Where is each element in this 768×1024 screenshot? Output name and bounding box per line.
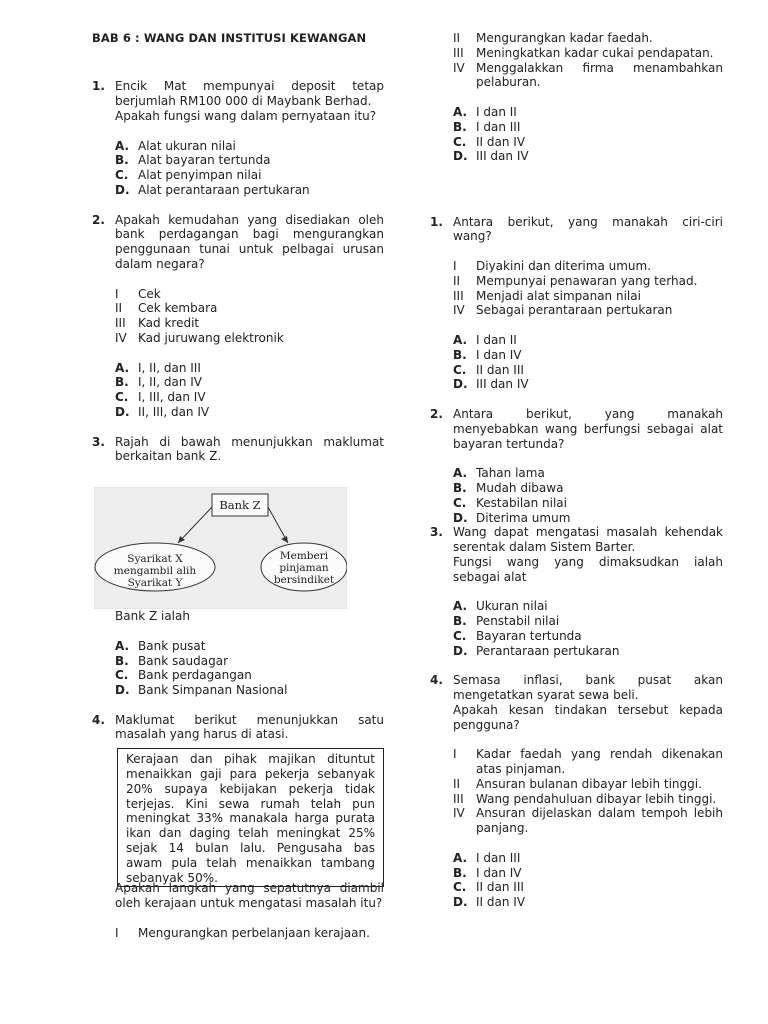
question-right-2: [430, 407, 723, 525]
statement-item: III Kad kredit: [115, 316, 200, 331]
diagram-bank-z-label: Bank Z: [219, 498, 261, 513]
question-left-3-options: [92, 609, 384, 698]
info-box: Kerajaan dan pihak majikan dituntut menaikkan gaji para pekerja sebanyak 20% supaya kebijakan pekerja tidak terjejas. Kini sewa rumah telah pun meningkat 33% manakala harga purata ikan dan daging telah meningkat 25% sejak 14 bulan lalu. Pengusaha bas awam pula telah menaikkan tambang sebanyak 50%.: [117, 748, 384, 887]
option-a[interactable]: A. Bank pusat: [115, 638, 206, 653]
question-stem: Antara berikut, yang manakah menyebabkan wang berfungsi sebagai alat bayaran tertunda?: [453, 406, 723, 451]
statement-item: IV Sebagai perantaraan pertukaran: [453, 303, 673, 318]
statement-item: IV Kad juruwang elektronik: [115, 330, 284, 345]
statement-item: IV Menggalakkan firma menambahkan pelaburan.: [453, 60, 723, 90]
option-d[interactable]: D. Alat perantaraan pertukaran: [115, 182, 310, 197]
option-a[interactable]: A. I, II, dan III: [115, 360, 201, 375]
option-c[interactable]: C. Alat penyimpan nilai: [115, 168, 262, 183]
statement-item: IV Ansuran dijelaskan dalam tempoh lebih panjang.: [453, 806, 723, 836]
diagram-left-line-1: Syarikat X: [127, 553, 183, 566]
question-number: 2.: [430, 406, 443, 421]
option-c[interactable]: C. Bank perdagangan: [115, 668, 252, 683]
question-left-3: [92, 435, 384, 465]
diagram-left-line-2: mengambil alih: [113, 565, 197, 578]
bank-z-diagram: [94, 487, 347, 609]
diagram-caption: Bank Z ialah: [115, 609, 190, 624]
question-stem: Semasa inflasi, bank pusat akan mengetatkan syarat sewa beli.: [453, 673, 723, 703]
statement-item: I Kadar faedah yang rendah dikenakan atas pinjaman.: [453, 747, 723, 777]
diagram-right-line-1: Memberi: [279, 550, 329, 563]
question-left-4: [92, 713, 384, 941]
option-b[interactable]: B. I dan III: [453, 119, 521, 134]
question-number: 3.: [430, 525, 443, 540]
option-b[interactable]: B. Bank saudagar: [115, 653, 229, 668]
option-c[interactable]: C. II dan IV: [453, 134, 526, 149]
page-title: BAB 6 : WANG DAN INSTITUSI KEWANGAN: [92, 31, 367, 45]
option-d[interactable]: D. III dan IV: [453, 377, 529, 392]
diagram-right-line-3: bersindiket: [273, 574, 335, 587]
option-a[interactable]: A. I dan II: [453, 332, 517, 347]
statement-item: II Mengurangkan kadar faedah.: [453, 31, 653, 45]
question-stem-2: Apakah fungsi wang dalam pernyataan itu?: [115, 108, 377, 123]
option-a[interactable]: A. Tahan lama: [453, 466, 545, 481]
diagram-left-line-3: Syarikat Y: [127, 577, 183, 590]
option-b[interactable]: B. Mudah dibawa: [453, 480, 564, 495]
option-d[interactable]: D. Perantaraan pertukaran: [453, 643, 620, 658]
question-stem: Rajah di bawah menunjukkan maklumat berkaitan bank Z.: [115, 434, 384, 464]
question-stem: Maklumat berikut menunjukkan satu masalah yang harus di atasi.: [115, 712, 384, 742]
statement-item: II Cek kembara: [115, 301, 218, 316]
statement-item: I Cek: [115, 286, 161, 301]
question-left-2: [92, 213, 384, 420]
option-d[interactable]: D. Bank Simpanan Nasional: [115, 683, 288, 698]
question-left-1: [92, 79, 384, 197]
question-stem-2: Fungsi wang yang dimaksudkan ialah sebagai alat: [453, 554, 723, 584]
option-b[interactable]: B. Alat bayaran tertunda: [115, 153, 271, 168]
statement-item: II Mempunyai penawaran yang terhad.: [453, 273, 698, 288]
question-number: 1.: [92, 79, 105, 94]
question-stem: Apakah kemudahan yang disediakan oleh bank perdagangan bagi mengurangkan penggunaan tunai untuk pelbagai urusan dalam negara?: [115, 212, 384, 271]
option-a[interactable]: A. I dan II: [453, 104, 517, 119]
question-stem-2: Apakah langkah yang sepatutnya diambil oleh kerajaan untuk mengatasi masalah itu?: [115, 881, 384, 911]
option-a[interactable]: A. I dan III: [453, 850, 521, 865]
question-stem: Wang dapat mengatasi masalah kehendak serentak dalam Sistem Barter.: [453, 525, 723, 555]
question-right-4: [430, 673, 723, 910]
question-stem: Antara berikut, yang manakah ciri-ciri wang?: [453, 214, 723, 244]
left-column: [92, 31, 384, 941]
question-right-1: [430, 215, 723, 393]
question-left-4-continued: [430, 31, 723, 164]
option-a[interactable]: A. Alat ukuran nilai: [115, 138, 236, 153]
question-number: 4.: [430, 673, 443, 688]
option-c[interactable]: C. II dan III: [453, 880, 524, 895]
option-b[interactable]: B. I dan IV: [453, 865, 522, 880]
option-d[interactable]: D. III dan IV: [453, 149, 529, 164]
question-stem: Encik Mat mempunyai deposit tetap berjumlah RM100 000 di Maybank Berhad.: [115, 79, 384, 109]
option-d[interactable]: D. II dan IV: [453, 895, 526, 910]
option-b[interactable]: B. I dan IV: [453, 347, 522, 362]
question-number: 2.: [92, 212, 105, 227]
question-number: 3.: [92, 434, 105, 449]
option-d[interactable]: D. Diterima umum: [453, 510, 571, 525]
option-c[interactable]: C. Bayaran tertunda: [453, 628, 582, 643]
option-d[interactable]: D. II, III, dan IV: [115, 404, 210, 419]
statement-item: III Meningkatkan kadar cukai pendapatan.: [453, 45, 714, 60]
option-c[interactable]: C. I, III, dan IV: [115, 390, 206, 405]
option-c[interactable]: C. II dan III: [453, 362, 524, 377]
option-a[interactable]: A. Ukuran nilai: [453, 599, 548, 614]
option-b[interactable]: B. Penstabil nilai: [453, 614, 560, 629]
option-b[interactable]: B. I, II, dan IV: [115, 375, 203, 390]
statement-item: III Wang pendahuluan dibayar lebih tinggi.: [453, 791, 717, 806]
statement-item: I Diyakini dan diterima umum.: [453, 258, 652, 273]
statement-item: II Ansuran bulanan dibayar lebih tinggi.: [453, 776, 702, 791]
statement-item: I Mengurangkan perbelanjaan kerajaan.: [115, 925, 370, 940]
diagram-right-line-2: pinjaman: [279, 562, 329, 575]
question-number: 1.: [430, 214, 443, 229]
statement-item: III Menjadi alat simpanan nilai: [453, 288, 641, 303]
option-c[interactable]: C. Kestabilan nilai: [453, 495, 567, 510]
question-right-3: [430, 525, 723, 658]
question-stem-2: Apakah kesan tindakan tersebut kepada pengguna?: [453, 702, 723, 732]
question-number: 4.: [92, 712, 105, 727]
right-column: [430, 31, 723, 910]
